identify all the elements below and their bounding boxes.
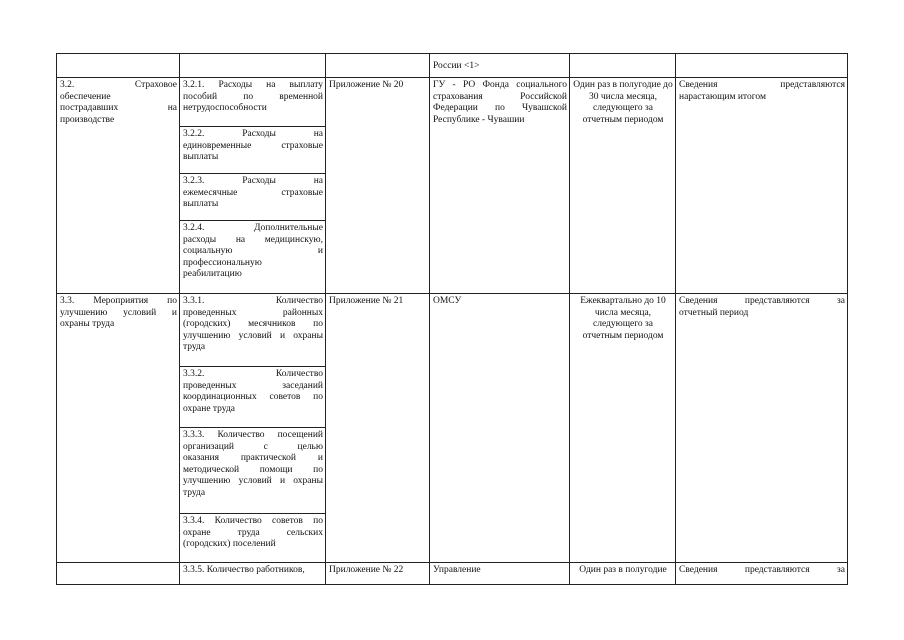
section-title-3-3: 3.3. Мероприятия по улучшению условий и охраны труда — [57, 294, 180, 563]
table-row — [57, 294, 848, 367]
item-3-2-1: 3.2.1. Расходы на выплату пособий по временной нетрудоспособности — [180, 78, 326, 127]
cell-responsible-cont: России <1> — [430, 54, 570, 78]
deadline-3-3: Ежеквартально до 10 числа месяца, следующего за отчетным периодом — [570, 294, 676, 563]
cell-empty — [180, 54, 326, 78]
deadline-last: Один раз в полугодие — [570, 563, 676, 585]
item-3-2-2: 3.2.2. Расходы на единовременные страховые выплаты — [180, 127, 326, 174]
item-3-3-3: 3.3.3. Количество посещений организаций с целью оказания практической и методической помощи по улучшению условий и охраны труда — [180, 428, 326, 514]
cell-empty — [570, 54, 676, 78]
cell-empty — [676, 54, 848, 78]
notes-3-2: Сведения представляются нарастающим итогом — [676, 78, 848, 294]
section-title-3-2: 3.2. Страховое обеспечение пострадавших на производстве — [57, 78, 180, 294]
cell-empty — [57, 563, 180, 585]
reporting-table — [56, 53, 848, 585]
cell-empty — [57, 54, 180, 78]
table-row-last — [57, 563, 848, 585]
responsible-3-3: ОМСУ — [430, 294, 570, 563]
responsible-3-2: ГУ - РО Фонда социального страхования Российской Федерации по Чувашской Республике - Чувашии — [430, 78, 570, 294]
item-3-2-3: 3.2.3. Расходы на ежемесячные страховые выплаты — [180, 174, 326, 221]
appendix-21: Приложение № 21 — [326, 294, 430, 563]
item-3-3-2: 3.3.2. Количество проведенных заседаний координационных советов по охране труда — [180, 367, 326, 428]
appendix-20: Приложение № 20 — [326, 78, 430, 294]
item-3-2-4: 3.2.4. Дополнительные расходы на медицинскую, социальную и профессиональную реабилитацию — [180, 221, 326, 294]
table-row — [57, 78, 848, 127]
notes-3-3: Сведения представляются за отчетный период — [676, 294, 848, 563]
table-row-top — [57, 54, 848, 78]
item-3-3-5: 3.3.5. Количество работников, — [180, 563, 326, 585]
responsible-last: Управление — [430, 563, 570, 585]
cell-empty — [326, 54, 430, 78]
deadline-3-2: Один раз в полугодие до 30 числа месяца, следующего за отчетным периодом — [570, 78, 676, 294]
notes-last: Сведения представляются за — [676, 563, 848, 585]
item-3-3-4: 3.3.4. Количество советов по охране труда сельских (городских) поселений — [180, 514, 326, 563]
item-3-3-1: 3.3.1. Количество проведенных районных (городских) месячников по улучшению условий и охраны труда — [180, 294, 326, 367]
appendix-22: Приложение № 22 — [326, 563, 430, 585]
